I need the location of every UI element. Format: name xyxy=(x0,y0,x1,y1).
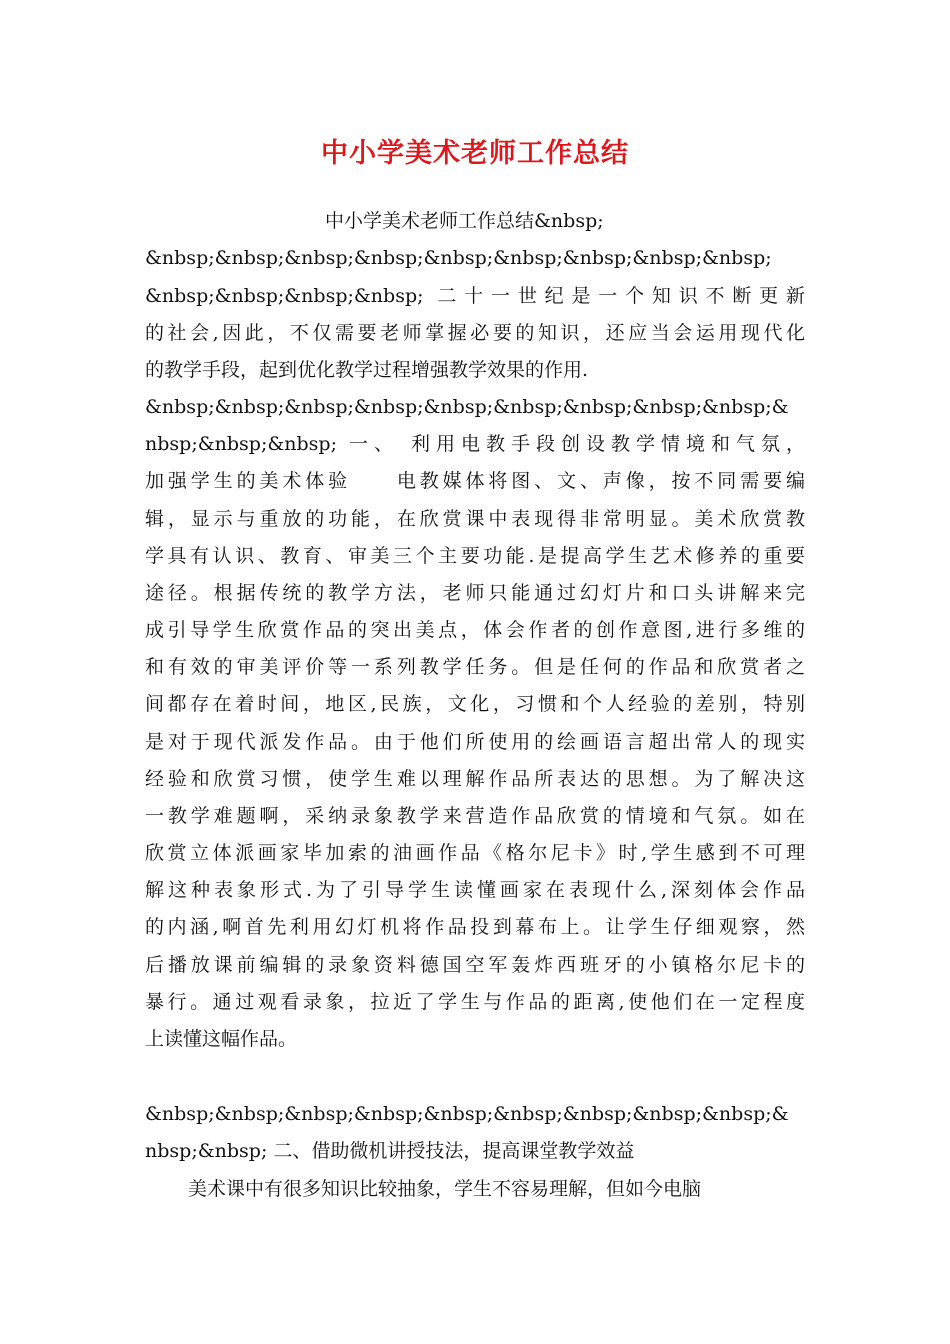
paragraph-line: 学具有认识、教育、审美三个主要功能.是提高学生艺术修养的重要 xyxy=(145,545,805,567)
paragraph-line: 一教学难题啊，采纳录象教学来营造作品欣赏的情境和气氛。如在 xyxy=(145,805,805,827)
paragraph-line: 间都存在着时间，地区,民族，文化，习惯和个人经验的差别，特别 xyxy=(145,693,805,715)
paragraph-line: 解这种表象形式.为了引导学生读懂画家在表现什么,深刻体会作品 xyxy=(145,879,805,901)
paragraph-line: 的教学手段，起到优化教学过程增强教学效果的作用. xyxy=(145,359,589,381)
paragraph-line: 和有效的审美评价等一系列教学任务。但是任何的作品和欣赏者之 xyxy=(145,656,805,678)
paragraph-line: 的社会,因此，不仅需要老师掌握必要的知识，还应当会运用现代化 xyxy=(145,322,805,344)
document-title: 中小学美术老师工作总结 xyxy=(321,138,629,169)
paragraph-line: &nbsp;&nbsp;&nbsp;&nbsp;&nbsp;&nbsp;&nbsp;&nbsp;&nbsp; xyxy=(145,247,772,269)
paragraph-line: 暴行。通过观看录象，拉近了学生与作品的距离,使他们在一定程度 xyxy=(145,991,805,1013)
paragraph-line: 经验和欣赏习惯，使学生难以理解作品所表达的思想。为了解决这 xyxy=(145,768,805,790)
paragraph-line: 美术课中有很多知识比较抽象，学生不容易理解，但如今电脑 xyxy=(188,1178,702,1200)
paragraph-line: 后播放课前编辑的录象资料德国空军轰炸西班牙的小镇格尔尼卡的 xyxy=(145,954,805,976)
paragraph-line: &nbsp;&nbsp;&nbsp;&nbsp;&nbsp;&nbsp;&nbsp;&nbsp;&nbsp;& xyxy=(145,1103,789,1125)
section-heading-line: nbsp;&nbsp; 二、借助微机讲授技法，提高课堂教学效益 xyxy=(145,1140,635,1162)
paragraph-line: 途径。根据传统的教学方法，老师只能通过幻灯片和口头讲解来完 xyxy=(145,582,805,604)
paragraph-line: 的内涵,啊首先利用幻灯机将作品投到幕布上。让学生仔细观察，然 xyxy=(145,916,805,938)
paragraph-line: 欣赏立体派画家毕加索的油画作品《格尔尼卡》时,学生感到不可理 xyxy=(145,842,805,864)
paragraph-line: 成引导学生欣赏作品的突出美点，体会作者的创作意图,进行多维的 xyxy=(145,619,805,641)
paragraph-line: nbsp;&nbsp;&nbsp; 一、 利用电教手段创设教学情境和气氛， xyxy=(145,433,805,455)
paragraph-line: 上读懂这幅作品。 xyxy=(145,1028,298,1050)
paragraph-line: 辑，显示与重放的功能，在欣赏课中表现得非常明显。美术欣赏教 xyxy=(145,508,805,530)
paragraph-line: 是对于现代派发作品。由于他们所使用的绘画语言超出常人的现实 xyxy=(145,731,805,753)
paragraph-line: &nbsp;&nbsp;&nbsp;&nbsp; 二十一世纪是一个知识不断更新 xyxy=(145,285,805,307)
paragraph-line: &nbsp;&nbsp;&nbsp;&nbsp;&nbsp;&nbsp;&nbsp;&nbsp;&nbsp;& xyxy=(145,396,789,418)
document-subtitle-line: 中小学美术老师工作总结&nbsp; xyxy=(325,210,604,232)
paragraph-line: 加强学生的美术体验 电教媒体将图、文、声像，按不同需要编 xyxy=(145,470,805,492)
